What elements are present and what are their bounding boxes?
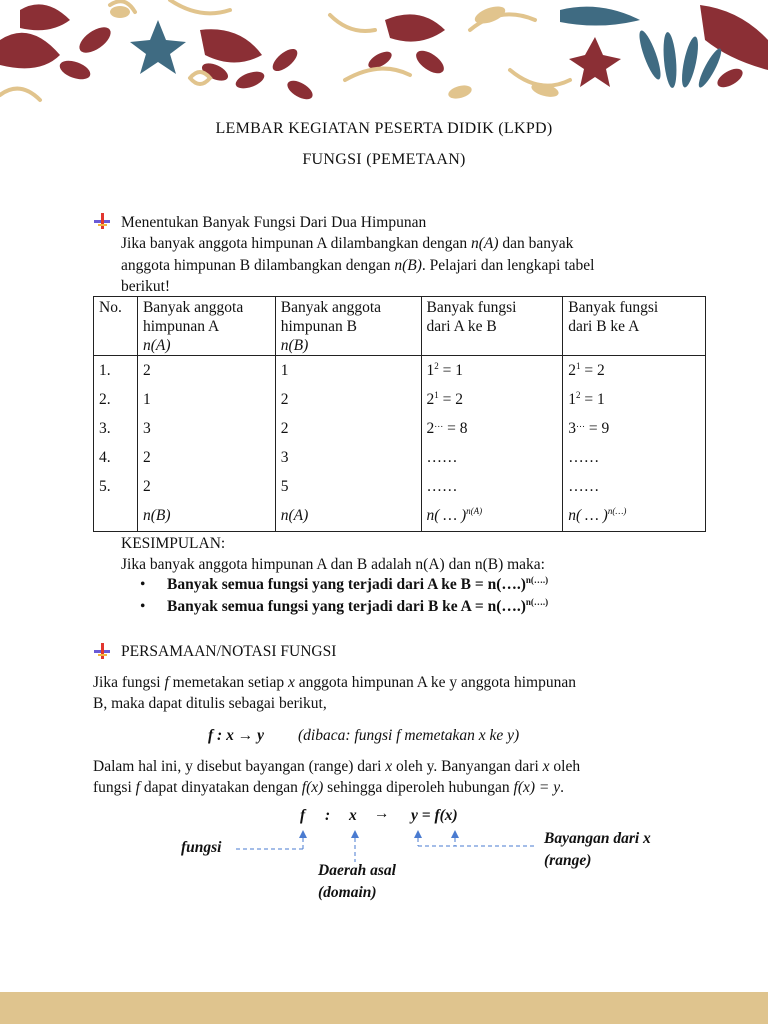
section1-line3: berikut! (121, 278, 171, 295)
label-range-2: (range) (544, 852, 592, 869)
diagram-arrow: → (374, 805, 390, 822)
conclusion-label: KESIMPULAN: (121, 535, 226, 552)
cell-na: 3 (137, 414, 275, 443)
function-count-table (93, 296, 706, 532)
diagram-colon: : (325, 807, 331, 824)
leaf-banner (0, 0, 768, 110)
table-summary-row (94, 501, 706, 532)
cell-na: 2 (137, 443, 275, 472)
diagram-f: f (300, 807, 306, 824)
cell-no: 1. (94, 356, 138, 386)
cell-na: n(B) (137, 501, 275, 532)
cell-no (94, 501, 138, 532)
section1-line1: Jika banyak anggota himpunan A dilambangkan dengan n(A) dan banyak (121, 235, 574, 252)
footer-band (0, 992, 768, 1024)
arrowhead-icon (299, 830, 307, 838)
list-item: • Banyak semua fungsi yang terjadi dari A ke B = n(….)$^{n(\dots.)}$ (140, 574, 548, 596)
arrowhead-icon (351, 830, 359, 838)
cell-no: 2. (94, 385, 138, 414)
conclusion-list (140, 574, 548, 618)
header-no: No. (94, 297, 138, 356)
cell-no: 5. (94, 472, 138, 501)
table-row (94, 356, 706, 386)
table-row (94, 443, 706, 472)
list-item: • Banyak semua fungsi yang terjadi dari B ke A = n(….)$^{n(\dots.)}$ (140, 596, 548, 618)
bullet-pin-icon (93, 212, 111, 230)
cell-nb: 1 (275, 356, 421, 386)
header-nb: Banyak anggota himpunan B n(B) (275, 297, 421, 356)
diagram-yfx: y = f(x) (411, 807, 458, 824)
cell-no: 4. (94, 443, 138, 472)
section2-p1-line1: Jika fungsi f memetakan setiap x anggota himpunan A ke y anggota himpunan (93, 674, 576, 691)
label-fungsi: fungsi (181, 839, 222, 856)
cell-ab: 2… = 8 (421, 414, 563, 443)
bullet-pin-icon (93, 642, 111, 660)
cell-ab: n( … )$^{n(A)}$ (421, 501, 563, 532)
cell-ab: …… (421, 443, 563, 472)
cell-nb: 2 (275, 385, 421, 414)
section2-p2-line1: Dalam hal ini, y disebut bayangan (range) dari x oleh y. Banyangan dari x oleh (93, 758, 581, 775)
cell-ba: 3… = 9 (563, 414, 706, 443)
cell-ba: n( … )$^{n(\dots)}$ (563, 501, 706, 532)
cell-nb: n(A) (275, 501, 421, 532)
notation-note: (dibaca: fungsi f memetakan x ke y) (298, 727, 520, 744)
arrowhead-icon (451, 830, 459, 838)
cell-ba: …… (563, 472, 706, 501)
section2-heading: PERSAMAAN/NOTASI FUNGSI (121, 643, 337, 660)
cell-ab: …… (421, 472, 563, 501)
header-ba: Banyak fungsi dari B ke A (563, 297, 706, 356)
cell-nb: 2 (275, 414, 421, 443)
cell-ba: …… (563, 443, 706, 472)
table-row (94, 385, 706, 414)
table-header-row (94, 297, 706, 356)
table-row (94, 414, 706, 443)
diagram-x: x (349, 807, 357, 824)
section2-p2-line2: fungsi f dapat dinyatakan dengan f(x) sehingga diperoleh hubungan f(x) = y. (93, 779, 565, 796)
page-title: LEMBAR KEGIATAN PESERTA DIDIK (LKPD) (215, 120, 553, 137)
arrowhead-icon (414, 830, 422, 838)
cell-ba: $2^1 = 2$ (563, 356, 706, 386)
cell-nb: 5 (275, 472, 421, 501)
section1-line2: anggota himpunan B dilambangkan dengan n(B). Pelajari dan lengkapi tabel (121, 257, 595, 274)
cell-ab: $2^1 = 2$ (421, 385, 563, 414)
section1-heading: Menentukan Banyak Fungsi Dari Dua Himpunan (121, 214, 427, 231)
label-domain-2: (domain) (318, 884, 377, 901)
table-row (94, 472, 706, 501)
label-range-1: Bayangan dari x (544, 830, 651, 847)
label-domain-1: Daerah asal (318, 862, 396, 879)
function-notation: f : x → y (208, 727, 264, 744)
cell-nb: 3 (275, 443, 421, 472)
cell-ab: $1^2 = 1$ (421, 356, 563, 386)
conclusion-text: Jika banyak anggota himpunan A dan B adalah n(A) dan n(B) maka: (121, 556, 545, 573)
cell-ba: $1^2 = 1$ (563, 385, 706, 414)
page-subtitle: FUNGSI (PEMETAAN) (302, 151, 466, 168)
section2-p1-line2: B, maka dapat ditulis sebagai berikut, (93, 695, 327, 712)
cell-na: 1 (137, 385, 275, 414)
cell-na: 2 (137, 356, 275, 386)
header-na: Banyak anggota himpunan A n(A) (137, 297, 275, 356)
header-ab: Banyak fungsi dari A ke B (421, 297, 563, 356)
cell-na: 2 (137, 472, 275, 501)
cell-no: 3. (94, 414, 138, 443)
